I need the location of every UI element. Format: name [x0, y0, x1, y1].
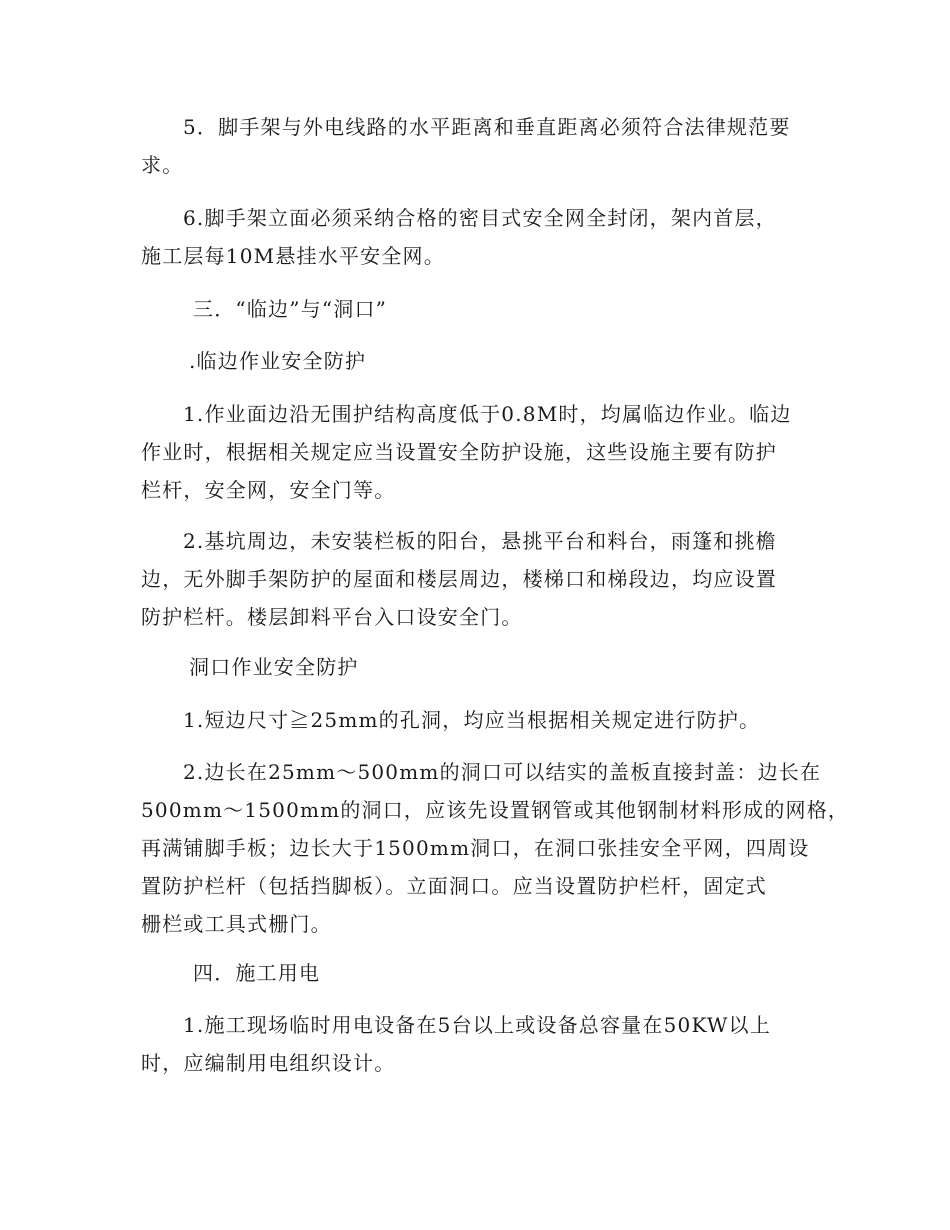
text-line: 作业时，根据相关规定应当设置安全防护设施，这些设施主要有防护 — [141, 440, 777, 464]
text-line: 边，无外脚手架防护的屋面和楼层周边，楼梯口和梯段边，均应设置 — [141, 567, 777, 591]
section-heading-4 — [141, 954, 806, 992]
text-line: 5．脚手架与外电线路的水平距离和垂直距离必须符合法律规范要 — [183, 115, 791, 139]
heading-text: 四．施工用电 — [193, 961, 321, 985]
text-line: 栅栏或工具式栅门。 — [141, 912, 332, 936]
text-line: 500mm～1500mm的洞口，应该先设置钢管或其他钢制材料形成的网格， — [141, 798, 850, 822]
subheading-dongkou — [141, 648, 806, 686]
heading-text: 三．“临边”与“洞口” — [193, 297, 388, 321]
text-line: 防护栏杆。楼层卸料平台入口设安全门。 — [141, 605, 523, 629]
subheading-text: .临边作业安全防护 — [189, 349, 367, 373]
subheading-linbian — [141, 342, 806, 380]
paragraph-yongdian-1 — [141, 1006, 806, 1082]
paragraph-dongkou-1 — [141, 701, 806, 739]
paragraph-linbian-2 — [141, 522, 806, 636]
text-line: 求。 — [141, 153, 184, 177]
text-line: 施工层每10M悬挂水平安全网。 — [141, 244, 445, 268]
text-line: 置防护栏杆（包括挡脚板）。立面洞口。应当设置防护栏杆，固定式 — [141, 874, 767, 898]
section-heading-3 — [141, 290, 806, 328]
paragraph-dongkou-2 — [141, 753, 850, 943]
text-line: 6.脚手架立面必须采纳合格的密目式安全网全封闭，架内首层， — [183, 206, 777, 230]
paragraph-linbian-1 — [141, 395, 806, 509]
paragraph-item-6 — [141, 199, 806, 275]
text-line: 栏杆，安全网，安全门等。 — [141, 478, 396, 502]
paragraph-item-5 — [141, 108, 806, 184]
text-line: 2.边长在25mm～500mm的洞口可以结实的盖板直接封盖：边长在 — [183, 760, 822, 784]
text-line: 2.基坑周边，未安装栏板的阳台，悬挑平台和料台，雨篷和挑檐 — [183, 529, 777, 553]
text-line: 时，应编制用电组织设计。 — [141, 1051, 396, 1075]
text-line: 1.作业面边沿无围护结构高度低于0.8M时，均属临边作业。临边 — [183, 402, 792, 426]
text-line: 1.短边尺寸≧25mm的孔洞，均应当根据相关规定进行防护。 — [183, 708, 761, 732]
subheading-text: 洞口作业安全防护 — [189, 655, 359, 679]
text-line: 再满铺脚手板；边长大于1500mm洞口，在洞口张挂安全平网，四周设 — [141, 836, 810, 860]
text-line: 1.施工现场临时用电设备在5台以上或设备总容量在50KW以上 — [183, 1013, 772, 1037]
